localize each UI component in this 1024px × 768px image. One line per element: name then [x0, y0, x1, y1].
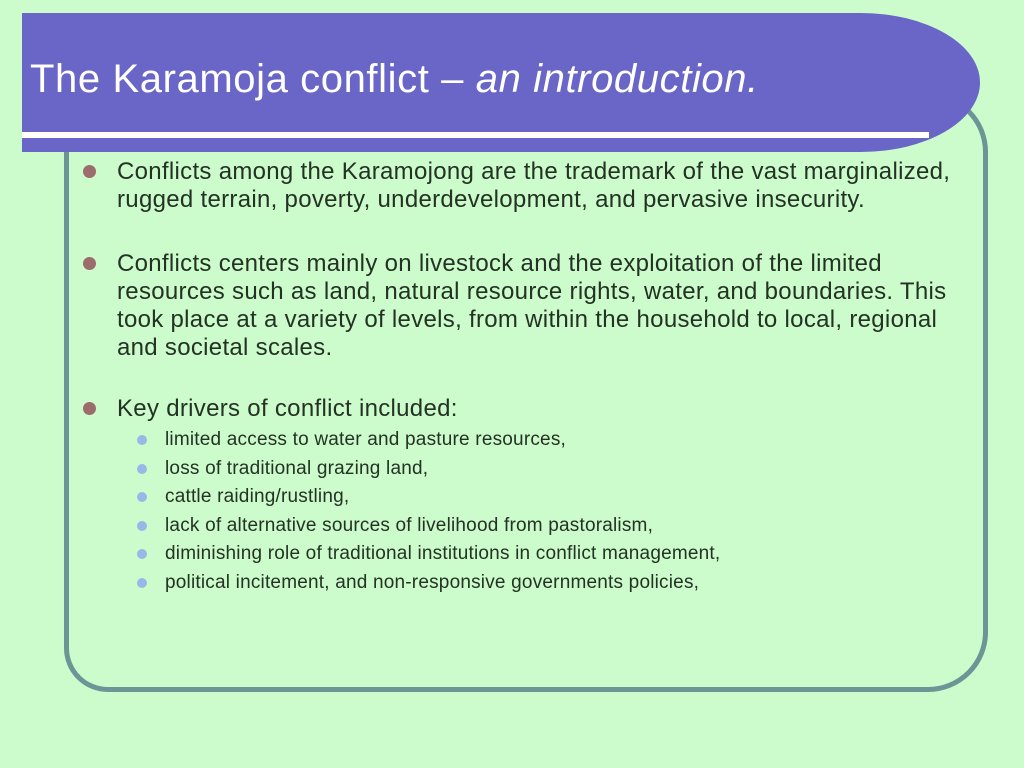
sub-bullet-item-4 — [64, 512, 1004, 541]
bullet-icon — [83, 402, 96, 415]
bullet-line: resources such as land, natural resource rights, water, and boundaries. This — [117, 278, 947, 305]
title-banner — [22, 13, 980, 152]
slide-title-normal: The Karamoja conflict – — [30, 57, 476, 101]
bullet-icon — [83, 257, 96, 270]
bullet-line: Key drivers of conflict included: — [117, 395, 458, 422]
slide-title — [30, 55, 930, 103]
sub-bullet-icon — [137, 578, 147, 588]
title-underline — [22, 132, 929, 138]
bullet-line: Conflicts centers mainly on livestock and the exploitation of the limited — [117, 250, 882, 277]
slide-title-italic: an introduction. — [475, 57, 759, 101]
sub-bullet-icon — [137, 435, 147, 445]
bullet-icon — [83, 165, 96, 178]
bullet-item-1 — [64, 158, 1004, 214]
bullet-item-3 — [64, 395, 1004, 423]
bullet-line: rugged terrain, poverty, underdevelopment, and pervasive insecurity. — [117, 186, 865, 213]
bullet-line: took place at a variety of levels, from within the household to local, regional — [117, 306, 938, 333]
sub-bullet-item-3 — [64, 483, 1004, 512]
bullet-text — [117, 395, 1004, 423]
sub-bullet-text: political incitement, and non-responsive governments policies, — [165, 571, 700, 593]
sub-bullet-item-1 — [64, 426, 1004, 455]
sub-bullet-text: lack of alternative sources of livelihood from pastoralism, — [165, 514, 654, 536]
sub-bullet-item-2 — [64, 455, 1004, 484]
bullet-line: Conflicts among the Karamojong are the trademark of the vast marginalized, — [117, 158, 951, 185]
sub-bullet-icon — [137, 549, 147, 559]
sub-bullet-icon — [137, 464, 147, 474]
slide-body — [64, 152, 1004, 598]
sub-bullet-icon — [137, 521, 147, 531]
bullet-line: and societal scales. — [117, 334, 333, 361]
sub-bullet-text: limited access to water and pasture resources, — [165, 429, 566, 450]
sub-bullet-text: cattle raiding/rustling, — [165, 486, 350, 508]
bullet-item-2 — [64, 250, 1004, 362]
bullet-text — [117, 250, 1004, 362]
bullet-text — [117, 158, 1004, 214]
sub-bullet-item-5 — [64, 540, 1004, 569]
sub-bullet-icon — [137, 492, 147, 502]
sub-bullet-item-6 — [64, 569, 1004, 598]
sub-bullet-text: loss of traditional grazing land, — [165, 457, 429, 479]
sub-bullet-text: diminishing role of traditional institutions in conflict management, — [165, 543, 721, 565]
